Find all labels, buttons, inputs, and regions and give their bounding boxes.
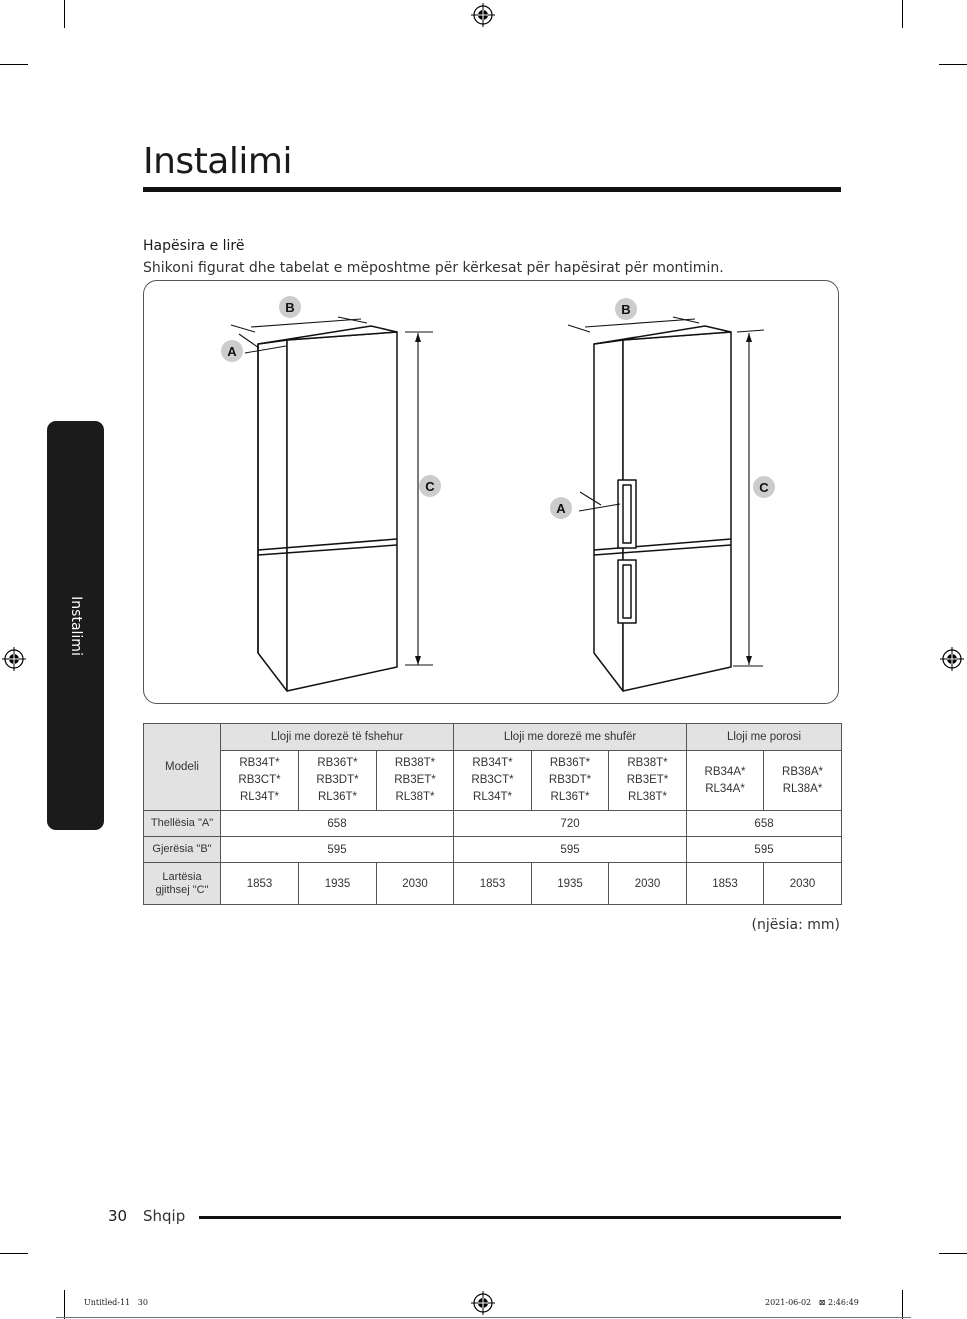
table-group-header: Lloji me dorezë të fshehur bbox=[221, 724, 454, 751]
unit-note: (njësia: mm) bbox=[751, 917, 840, 933]
crop-mark bbox=[939, 1253, 967, 1254]
table-model-cell: RB36T* RB3DT* RL36T* bbox=[299, 751, 377, 811]
table-cell: 595 bbox=[687, 837, 842, 863]
registration-mark-icon bbox=[2, 647, 26, 671]
footer-language: Shqip bbox=[143, 1207, 186, 1225]
registration-mark-icon bbox=[471, 3, 495, 27]
table-row bbox=[144, 811, 842, 837]
svg-text:B: B bbox=[621, 302, 631, 317]
print-rule bbox=[56, 1317, 911, 1318]
crop-mark bbox=[939, 64, 967, 65]
table-row-label: Thellësia "A" bbox=[144, 811, 221, 837]
table-model-cell: RB34T* RB3CT* RL34T* bbox=[454, 751, 532, 811]
crop-mark bbox=[0, 64, 28, 65]
svg-text:B: B bbox=[285, 300, 295, 315]
side-tab-label: Instalimi bbox=[67, 595, 84, 656]
label-b-left bbox=[279, 296, 301, 318]
svg-text:A: A bbox=[556, 501, 566, 516]
table-cell: 595 bbox=[221, 837, 454, 863]
table-cell: 720 bbox=[454, 811, 687, 837]
table-row bbox=[144, 863, 842, 905]
table-cell: 595 bbox=[454, 837, 687, 863]
label-a-right bbox=[550, 497, 572, 519]
table-cell: 2030 bbox=[377, 863, 454, 905]
table-cell: 658 bbox=[687, 811, 842, 837]
svg-text:A: A bbox=[227, 344, 237, 359]
label-a-left bbox=[221, 340, 243, 362]
fridge-right-illustration bbox=[568, 317, 764, 691]
table-row-label: Lartësia gjithsej "C" bbox=[144, 863, 221, 905]
crop-mark bbox=[0, 1253, 28, 1254]
crop-mark bbox=[64, 1290, 65, 1319]
label-b-right bbox=[615, 298, 637, 320]
label-c-right bbox=[753, 476, 775, 498]
crop-mark bbox=[64, 0, 65, 28]
svg-text:C: C bbox=[759, 480, 769, 495]
crop-mark bbox=[902, 1290, 903, 1319]
clearance-figure bbox=[143, 280, 839, 704]
table-model-cell: RB38T* RB3ET* RL38T* bbox=[609, 751, 687, 811]
table-group-header: Lloji me porosi bbox=[687, 724, 842, 751]
table-cell: 1853 bbox=[687, 863, 764, 905]
section-heading: Hapësira e lirë bbox=[143, 238, 245, 254]
table-model-cell: RB34T* RB3CT* RL34T* bbox=[221, 751, 299, 811]
table-cell: 1853 bbox=[454, 863, 532, 905]
footer-rule bbox=[199, 1216, 841, 1219]
table-cell: 2030 bbox=[609, 863, 687, 905]
fridge-left-illustration bbox=[231, 317, 433, 691]
table-model-cell: RB38T* RB3ET* RL38T* bbox=[377, 751, 454, 811]
title-rule bbox=[143, 187, 841, 192]
clearance-table bbox=[143, 723, 842, 905]
table-cell: 1853 bbox=[221, 863, 299, 905]
page-title: Instalimi bbox=[143, 141, 292, 182]
registration-mark-icon bbox=[471, 1291, 495, 1315]
table-cell: 1935 bbox=[299, 863, 377, 905]
table-cell: 1935 bbox=[532, 863, 609, 905]
page-number: 30 bbox=[108, 1207, 128, 1225]
table-cell: 2030 bbox=[764, 863, 842, 905]
table-model-cell: RB34A* RL34A* bbox=[687, 751, 764, 811]
print-file-slug: Untitled-11 30 bbox=[84, 1298, 148, 1307]
label-c-left bbox=[419, 475, 441, 497]
table-model-cell: RB38A* RL38A* bbox=[764, 751, 842, 811]
svg-text:C: C bbox=[425, 479, 435, 494]
table-model-cell: RB36T* RB3DT* RL36T* bbox=[532, 751, 609, 811]
table-cell: 658 bbox=[221, 811, 454, 837]
section-description: Shikoni figurat dhe tabelat e mëposhtme për kërkesat për hapësirat për montimin. bbox=[143, 260, 724, 276]
registration-mark-icon bbox=[940, 647, 964, 671]
crop-mark bbox=[902, 0, 903, 28]
table-row bbox=[144, 837, 842, 863]
table-row-label: Gjerësia "B" bbox=[144, 837, 221, 863]
table-group-header: Lloji me dorezë me shufër bbox=[454, 724, 687, 751]
side-tab bbox=[47, 421, 104, 830]
print-timestamp: 2021-06-02 ⊠ 2:46:49 bbox=[765, 1298, 859, 1307]
table-header-model: Modeli bbox=[144, 724, 221, 811]
